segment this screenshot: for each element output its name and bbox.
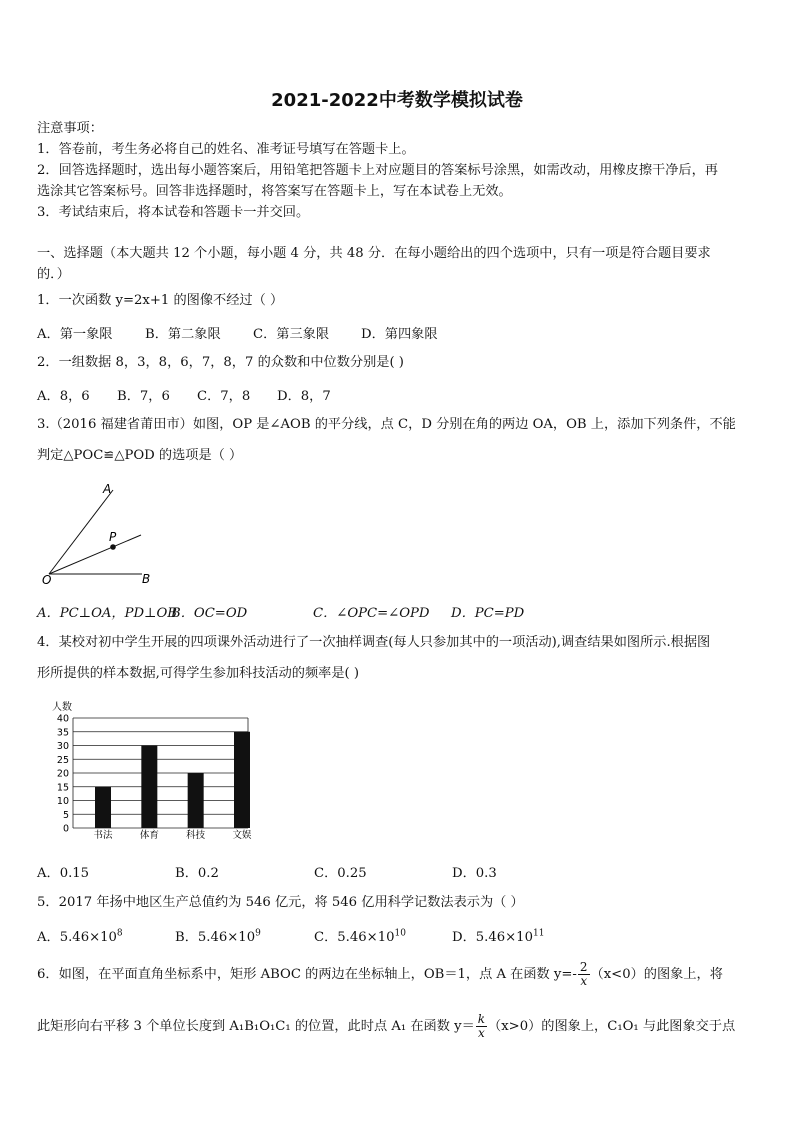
notice-heading: 注意事项： <box>37 121 103 136</box>
label-p: P <box>109 530 117 544</box>
chart-y-axis-label: 人数 <box>52 702 72 713</box>
q2-stem: 2．一组数据 8，3，8，6，7，8，7 的众数和中位数分别是( ) <box>37 355 404 370</box>
q3-option-d: D．PC=PD <box>451 606 525 621</box>
q4-option-c: C．0.25 <box>314 866 367 881</box>
label-o: O <box>42 573 52 587</box>
chart-bar <box>188 773 204 828</box>
q6-fraction-2: $\frac{k}{x}$ <box>477 1012 486 1040</box>
q4-bar-chart <box>40 698 260 843</box>
chart-x-tick-label: 体育 <box>139 830 159 841</box>
chart-y-tick-label: 15 <box>56 782 69 794</box>
chart-y-tick-label: 20 <box>56 768 69 780</box>
q2-option-a: A．8，6 <box>37 389 90 404</box>
chart-y-tick-label: 40 <box>56 713 69 725</box>
q3-angle-figure <box>37 478 167 588</box>
chart-y-tick-label: 25 <box>56 754 69 766</box>
q1-option-b: B．第二象限 <box>145 327 221 342</box>
q1-option-c: C．第三象限 <box>253 327 330 342</box>
chart-y-tick-label: 5 <box>62 809 69 821</box>
notice-item-3: 3．考试结束后，将本试卷和答题卡一并交回。 <box>37 205 310 220</box>
q3-option-a: A．PC⊥OA，PD⊥OB <box>37 606 177 621</box>
page-title: 2021-2022中考数学模拟试卷 <box>271 90 523 111</box>
chart-y-tick-label: 35 <box>56 727 69 739</box>
q5-options <box>37 926 757 944</box>
q2-option-d: D．8，7 <box>277 389 331 404</box>
chart-y-tick-label: 30 <box>56 741 69 752</box>
q3-option-c: C．∠OPC=∠OPD <box>313 606 430 621</box>
notice-item-2-cont: 选涂其它答案标号。回答非选择题时，将答案写在答题卡上，写在本试卷上无效。 <box>37 184 512 199</box>
q4-stem: 4．某校对初中学生开展的四项课外活动进行了一次抽样调查(每人只参加其中的一项活动),调查结果如图所示.根据图 <box>37 635 711 650</box>
section-header: 一、选择题（本大题共 12 个小题，每小题 4 分，共 48 分．在每小题给出的四个选项中，只有一项是符合题目要求 <box>37 246 711 261</box>
q5-option-c: C．$5.46\times 10^{10}$ <box>314 928 406 945</box>
chart-y-tick-label: 10 <box>56 796 69 807</box>
q3-options <box>37 602 757 620</box>
chart-bar <box>95 787 111 828</box>
q4-option-d: D．0.3 <box>452 866 497 881</box>
q5-option-a: A．$5.46\times 10^8$ <box>37 928 123 945</box>
q1-options <box>37 323 757 341</box>
chart-bar <box>234 732 250 828</box>
chart-bar <box>141 746 157 829</box>
q3-option-b: B．OC=OD <box>171 606 248 621</box>
label-b: B <box>142 572 151 586</box>
q2-option-c: C．7，8 <box>197 389 251 404</box>
chart-x-tick-label: 科技 <box>186 830 206 841</box>
chart-x-tick-label: 书法 <box>93 830 113 841</box>
label-a: A <box>103 482 112 496</box>
q4-option-b: B．0.2 <box>175 866 219 881</box>
q2-option-b: B．7，6 <box>117 389 170 404</box>
q5-option-b: B．$5.46\times 10^9$ <box>175 928 261 945</box>
q1-stem: 1．一次函数 y=2x+1 的图像不经过（ ） <box>37 293 284 308</box>
q4-option-a: A．0.15 <box>37 866 90 881</box>
q1-option-a: A．第一象限 <box>37 327 113 342</box>
q4-options <box>37 862 757 880</box>
q5-option-d: D．$5.46\times 10^{11}$ <box>452 928 545 945</box>
notice-item-2: 2．回答选择题时，选出每小题答案后，用铅笔把答题卡上对应题目的答案标号涂黑，如需改动，用橡皮擦干净后，再 <box>37 163 718 178</box>
q6-fraction-1: $\frac{2}{x}$ <box>579 960 588 988</box>
q6-stem-cont: 此矩形向右平移 3 个单位长度到 A₁B₁O₁C₁ 的位置，此时点 A₁ 在函数 y＝ $\frac{k}{x}$ （x>0）的图象上，C₁O₁ 与此图象交于点 <box>37 1012 736 1040</box>
q4-stem-cont: 形所提供的样本数据,可得学生参加科技活动的频率是( ) <box>37 666 359 681</box>
q1-option-d: D．第四象限 <box>361 327 438 342</box>
ray-op <box>49 535 141 574</box>
q3-stem-cont: 判定△POC≌△POD 的选项是（ ） <box>37 448 243 463</box>
chart-y-tick-label: 0 <box>62 823 69 835</box>
chart-x-tick-label: 文娱 <box>232 830 252 841</box>
ray-oa <box>49 490 113 574</box>
point-p <box>110 544 116 550</box>
q3-stem: 3.（2016 福建省莆田市）如图，OP 是∠AOB 的平分线，点 C，D 分别在角的两边 OA，OB 上，添加下列条件，不能 <box>37 417 736 432</box>
notice-item-1: 1．答卷前，考生务必将自己的姓名、准考证号填写在答题卡上。 <box>37 142 415 157</box>
q2-options <box>37 385 757 403</box>
q6-stem: 6．如图，在平面直角坐标系中，矩形 ABOC 的两边在坐标轴上，OB＝1，点 A 在函数 y=- $\frac{2}{x}$ （x<0）的图象上，将 <box>37 960 723 988</box>
q5-stem: 5．2017 年扬中地区生产总值约为 546 亿元，将 546 亿用科学记数法表示为（ ） <box>37 895 524 910</box>
section-header-cont: 的．） <box>37 267 70 282</box>
